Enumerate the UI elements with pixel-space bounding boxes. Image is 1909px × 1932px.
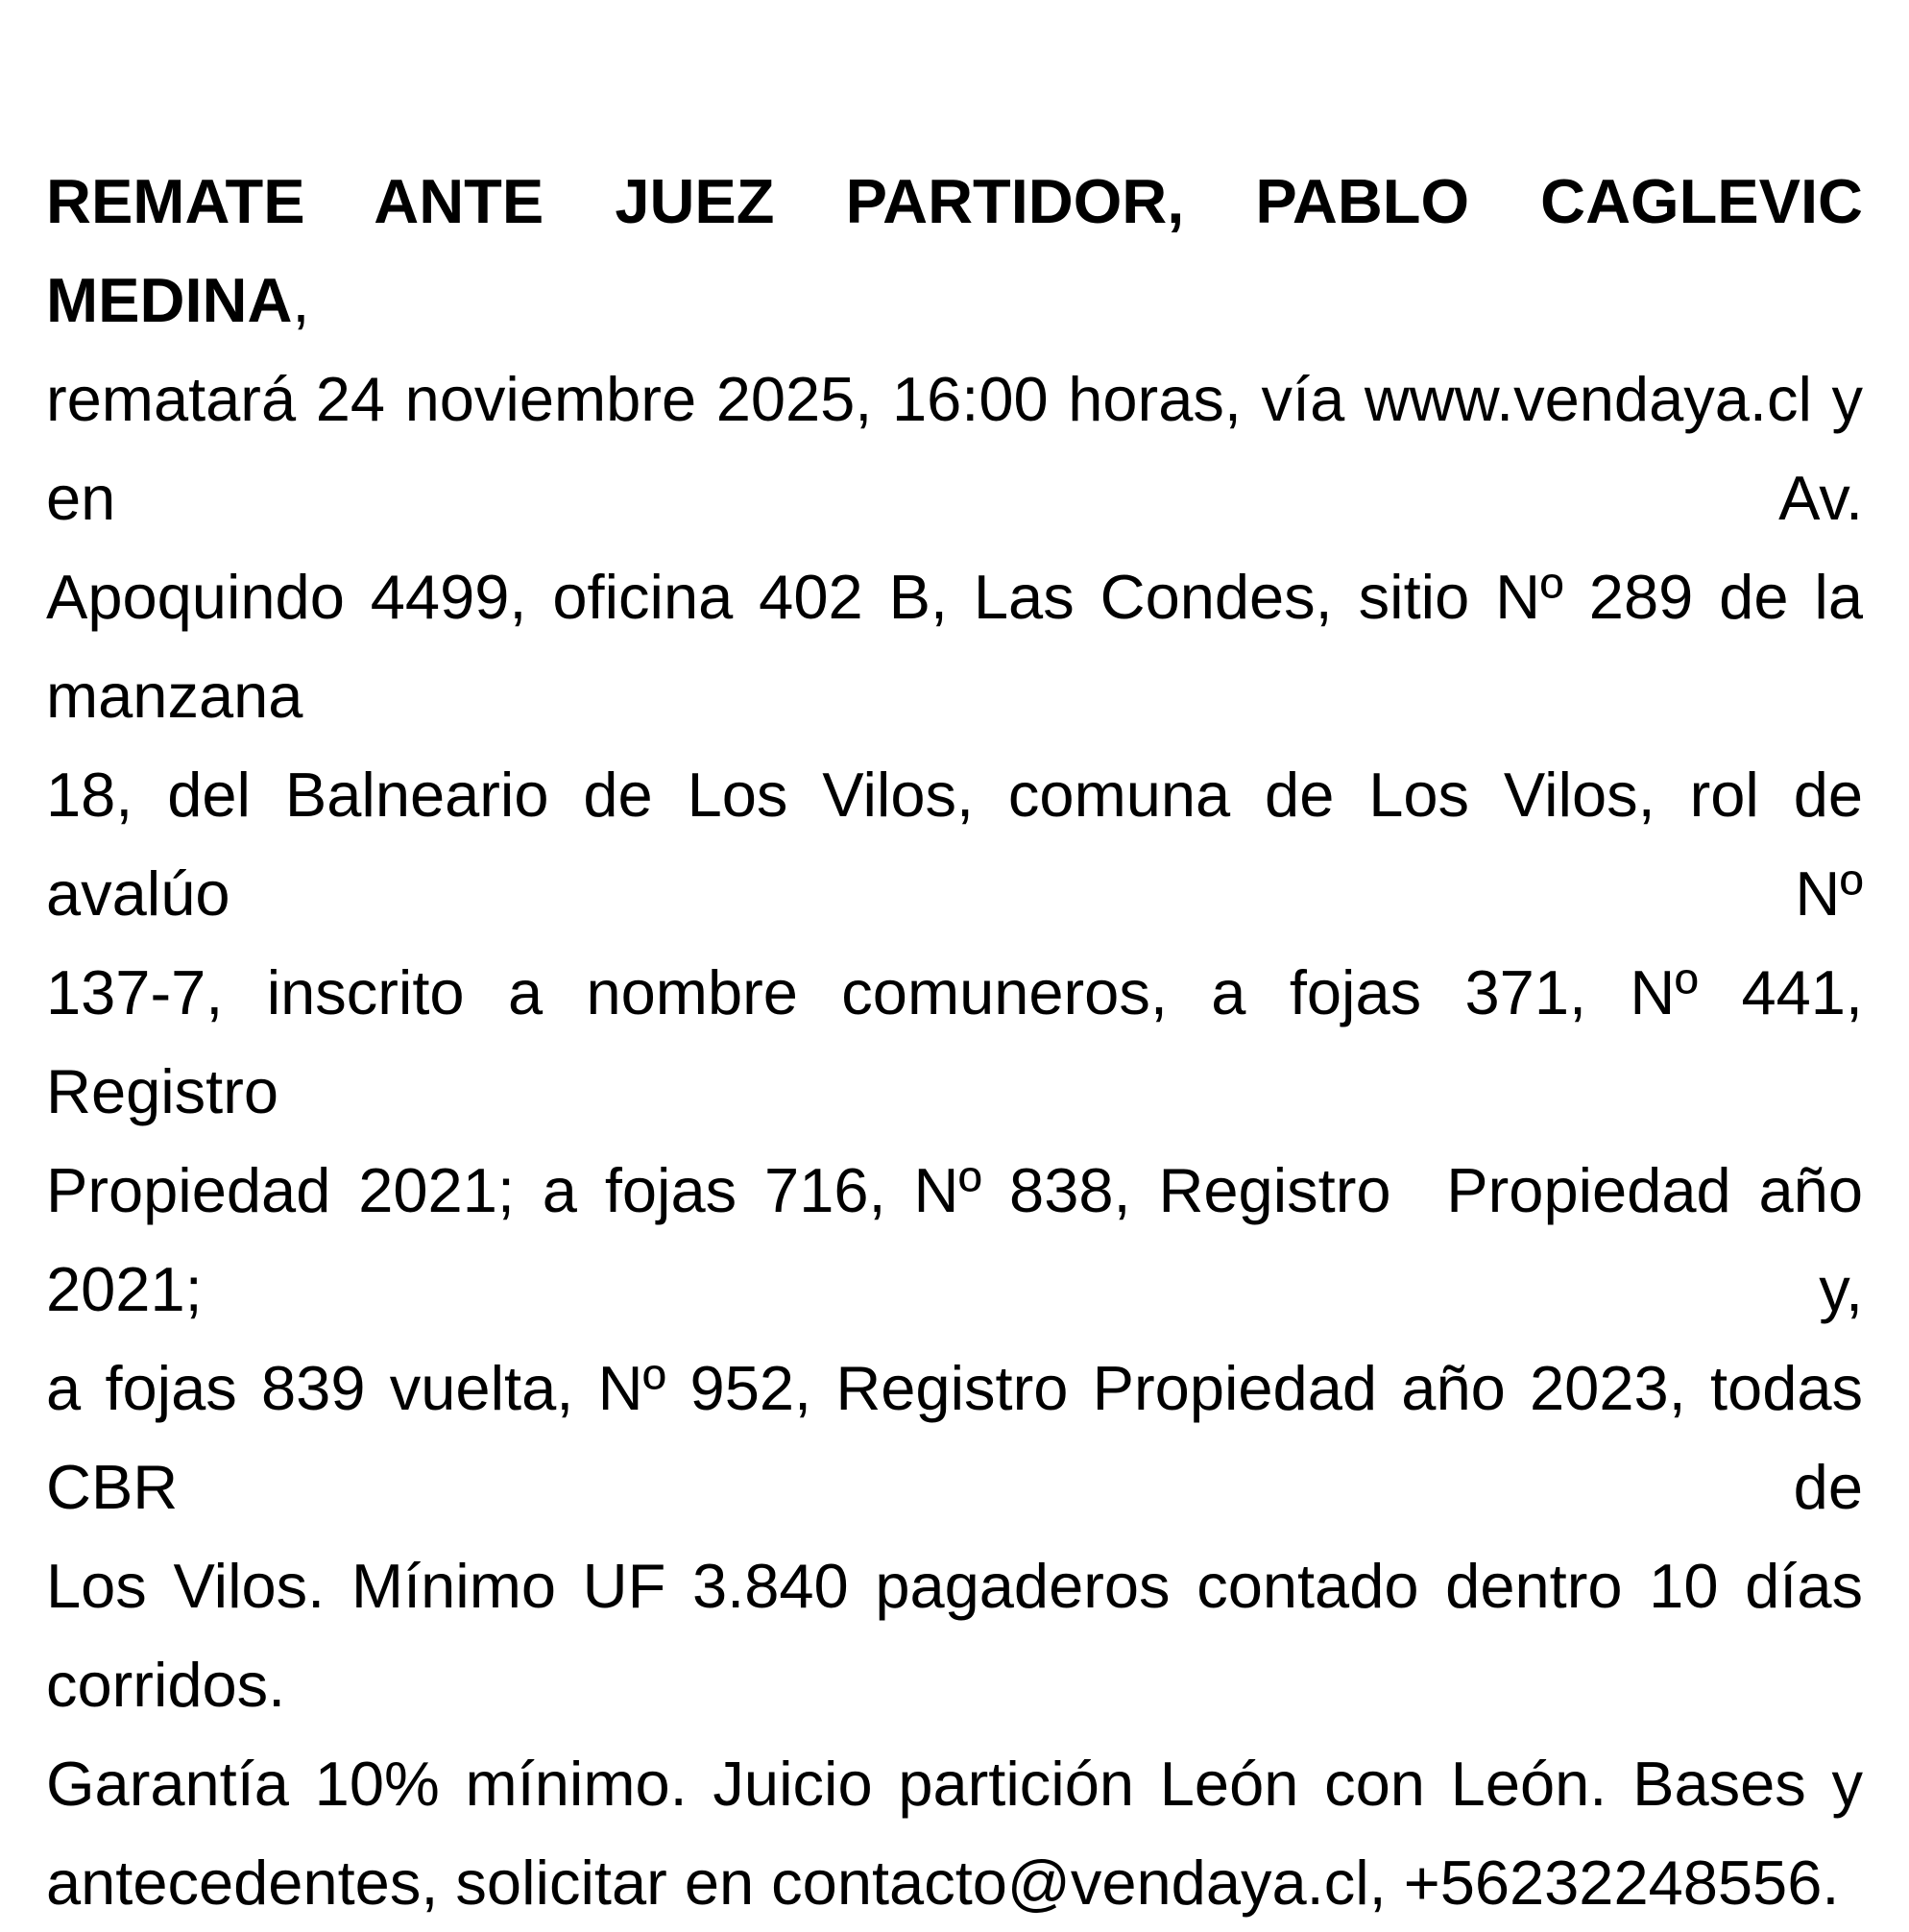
notice-text-line bbox=[46, 1339, 1863, 1536]
notice-text-segment: , bbox=[292, 265, 310, 335]
notice-text-segment: Garantía 10% mínimo. Juicio partición León con León. Bases y bbox=[46, 1749, 1863, 1819]
notice-text-segment: Los Vilos. Mínimo UF 3.840 pagaderos contado dentro 10 días corridos. bbox=[46, 1551, 1863, 1720]
notice-text-line bbox=[46, 1536, 1863, 1734]
auction-notice-paragraph bbox=[46, 152, 1863, 1932]
notice-text-line bbox=[46, 1734, 1863, 1833]
notice-text-segment: rematará 24 noviembre 2025, 16:00 horas, vía www.vendaya.cl y en Av. bbox=[46, 364, 1863, 533]
notice-text-segment: 137-7, inscrito a nombre comuneros, a fojas 371, Nº 441, Registro bbox=[46, 957, 1863, 1126]
notice-text-line bbox=[46, 1141, 1863, 1339]
notice-text-line bbox=[46, 350, 1863, 547]
notice-bold-segment: REMATE ANTE JUEZ PARTIDOR, PABLO CAGLEVIC MEDINA bbox=[46, 166, 1863, 335]
notice-text-line bbox=[46, 745, 1863, 943]
notice-text-line bbox=[46, 1833, 1863, 1932]
notice-text-segment: a fojas 839 vuelta, Nº 952, Registro Propiedad año 2023, todas CBR de bbox=[46, 1353, 1863, 1522]
notice-text-segment: Propiedad 2021; a fojas 716, Nº 838, Registro Propiedad año 2021; y, bbox=[46, 1155, 1863, 1324]
notice-text-segment: antecedentes, solicitar en contacto@vendaya.cl, +56232248556. bbox=[46, 1847, 1840, 1918]
notice-text-line bbox=[46, 152, 1863, 350]
notice-text-line bbox=[46, 943, 1863, 1141]
notice-text-segment: Apoquindo 4499, oficina 402 B, Las Condes, sitio Nº 289 de la manzana bbox=[46, 562, 1863, 731]
notice-text-segment: 18, del Balneario de Los Vilos, comuna de Los Vilos, rol de avalúo Nº bbox=[46, 760, 1863, 929]
notice-text-line bbox=[46, 547, 1863, 745]
